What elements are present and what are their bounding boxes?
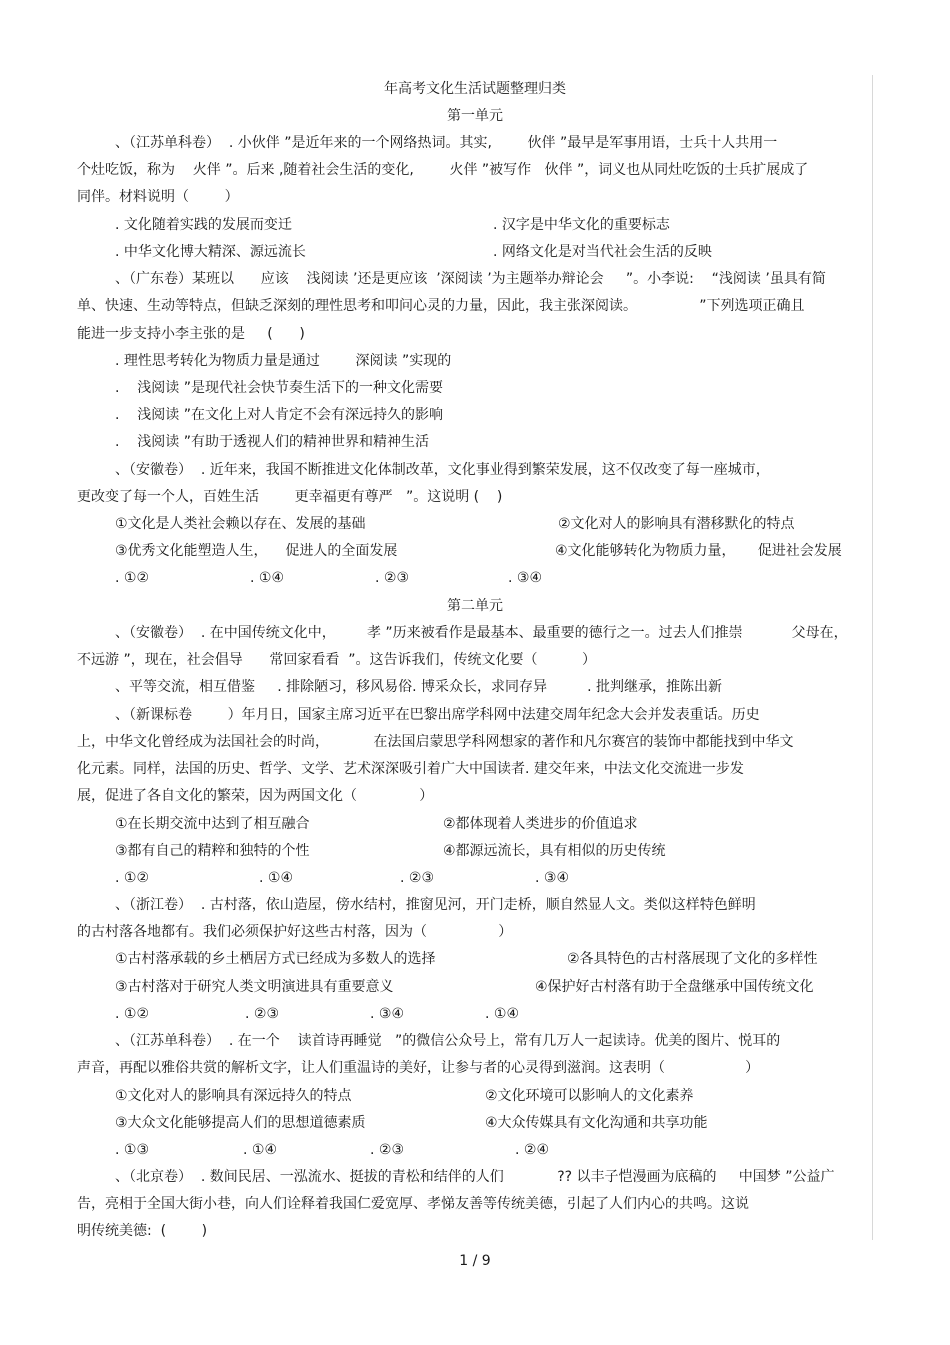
- choice-c: . ②③: [370, 1142, 405, 1158]
- question-text: 不远游 ”，现在，社会倡导 常回家看看 ”。这告诉我们，传统文化要（ ）: [77, 652, 597, 668]
- statement: ③都有自己的精粹和独特的个性: [115, 843, 310, 859]
- choice-d: . ③④: [508, 570, 543, 586]
- option-a: . 理性思考转化为物质力量是通过 深阅读 ”实现的: [115, 353, 452, 369]
- question-text: 、（北京卷） . 数间民居、一泓流水、挺拔的青松和结伴的人们 ?? 以丰子恺漫画为底稿的 中国梦 ”公益广: [115, 1169, 835, 1185]
- choice-d: . ①④: [485, 1006, 520, 1022]
- choice-a: . ①②: [115, 870, 150, 886]
- choice-b: . ①④: [250, 570, 285, 586]
- question-text: 、（安徽卷） . 近年来，我国不断推进文化体制改革，文化事业得到繁荣发展，这不仅改变了每一座城市，: [115, 462, 770, 478]
- statement: ④都源远流长，具有相似的历史传统: [443, 843, 666, 859]
- statement: ②都体现着人类进步的价值追求: [443, 816, 638, 832]
- statement: ②文化环境可以影响人的文化素养: [485, 1088, 694, 1104]
- statement: ②各具特色的古村落展现了文化的多样性: [567, 951, 818, 967]
- statement: ④文化能够转化为物质力量， 促进社会发展: [555, 543, 842, 559]
- question-text: 、（广东卷）某班以 应该 浅阅读 ’还是更应该 ’深阅读 ’为主题举办辩论会 ”。小李说: “浅阅读 ’虽具有简: [115, 271, 826, 287]
- unit-heading: 第一单元: [447, 108, 503, 124]
- question-text: 上，中华文化曾经成为法国社会的时尚， 在法国启蒙思学科网想家的著作和凡尔赛宫的装饰中都能找到中华文: [77, 734, 794, 750]
- question-text: 声音，再配以雅俗共赏的解析文字，让人们重温诗的美好，让参与者的心灵得到滋润。这表明（ ）: [77, 1060, 760, 1076]
- statement: ①在长期交流中达到了相互融合: [115, 816, 310, 832]
- question-text: 能进一步支持小李主张的是 ( ): [77, 326, 305, 342]
- question-text: 、（安徽卷） . 在中国传统文化中， 孝 ”历来被看作是最基本、最重要的德行之一。过去人们推崇 父母在，: [115, 625, 848, 641]
- option-b: . 汉字是中华文化的重要标志: [493, 217, 670, 233]
- question-text: 、（江苏单科卷） . 在一个 读首诗再睡觉 ”的微信公众号上，常有几万人一起读诗。优美的图片、悦耳的: [115, 1033, 781, 1049]
- statement: ③大众文化能够提高人们的思想道德素质: [115, 1115, 366, 1131]
- choice-c: . ②③: [400, 870, 435, 886]
- question-text: 个灶吃饭，称为 火伴 ”。后来 ,随着社会生活的变化, 火伴 ”被写作 伙伴 ”，词义也从同灶吃饭的士兵扩展成了: [77, 162, 809, 178]
- question-text: 化元素。同样，法国的历史、哲学、文学、艺术深深吸引着广大中国读者. 建交年来，中法文化交流进一步发: [77, 761, 744, 777]
- question-text: 展，促进了各自文化的繁荣，因为两国文化（ ）: [77, 788, 434, 804]
- options-line: 、平等交流，相互借鉴 . 排除陋习，移风易俗. 博采众长，求同存异 . 批判继承，推陈出新: [115, 679, 723, 695]
- statement: ③优秀文化能塑造人生， 促进人的全面发展: [115, 543, 398, 559]
- page-number: 1 / 9: [459, 1253, 491, 1269]
- question-text: 、（江苏单科卷） . 小伙伴 ”是近年来的一个网络热词。其实, 伙伴 ”最早是军事用语，士兵十人共用一: [115, 135, 778, 151]
- question-text: 告，亮相于全国大街小巷，向人们诠释着我国仁爱宽厚、孝悌友善等传统美德，引起了人们内心的共鸣。这说: [77, 1196, 749, 1212]
- option-b: . 浅阅读 ”是现代社会快节奏生活下的一种文化需要: [115, 380, 443, 396]
- choice-b: . ①④: [259, 870, 294, 886]
- margin-rule: [872, 75, 873, 1240]
- statement: ④大众传媒具有文化沟通和共享功能: [485, 1115, 708, 1131]
- question-text: 、（新课标卷 ）年月日，国家主席习近平在巴黎出席学科网中法建交周年纪念大会并发表重话。历史: [115, 707, 760, 723]
- option-c: . 浅阅读 ”在文化上对人肯定不会有深远持久的影响: [115, 407, 443, 423]
- option-d: . 浅阅读 ”有助于透视人们的精神世界和精神生活: [115, 434, 429, 450]
- choice-d: . ②④: [515, 1142, 550, 1158]
- choice-a: . ①②: [115, 570, 150, 586]
- question-text: 、（浙江卷） . 古村落，依山造屋，傍水结村，推窗见河，开门走桥，顺自然显人文。类似这样特色鲜明: [115, 897, 756, 913]
- choice-a: . ①③: [115, 1142, 150, 1158]
- statement: ①古村落承载的乡土栖居方式已经成为多数人的选择: [115, 951, 436, 967]
- choice-d: . ③④: [535, 870, 570, 886]
- question-text: 同伴。材料说明（ ）: [77, 189, 239, 205]
- option-c: . 中华文化博大精深、源远流长: [115, 244, 306, 260]
- unit-heading: 第二单元: [447, 598, 503, 614]
- statement: ①文化对人的影响具有深远持久的特点: [115, 1088, 352, 1104]
- choice-b: . ②③: [245, 1006, 280, 1022]
- choice-c: . ③④: [370, 1006, 405, 1022]
- statement: ②文化对人的影响具有潜移默化的特点: [558, 516, 795, 532]
- option-d: . 网络文化是对当代社会生活的反映: [493, 244, 712, 260]
- question-text: 的古村落各地都有。我们必须保护好这些古村落，因为（ ）: [77, 924, 513, 940]
- statement: ①文化是人类社会赖以存在、发展的基础: [115, 516, 366, 532]
- option-a: . 文化随着实践的发展而变迁: [115, 217, 292, 233]
- choice-c: . ②③: [375, 570, 410, 586]
- choice-b: . ①④: [243, 1142, 278, 1158]
- doc-title: 年高考文化生活试题整理归类: [384, 81, 566, 97]
- question-text: 更改变了每一个人，百姓生活 更幸福更有尊严 ”。这说明 ( ): [77, 489, 503, 505]
- statement: ③古村落对于研究人类文明演进具有重要意义: [115, 979, 394, 995]
- question-text: 明传统美德: ( ): [77, 1223, 208, 1239]
- statement: ④保护好古村落有助于全盘继承中国传统文化: [535, 979, 814, 995]
- question-text: 单、快速、生动等特点，但缺乏深刻的理性思考和叩问心灵的力量，因此，我主张深阅读。 ”下列选项正确且: [77, 298, 805, 314]
- choice-a: . ①②: [115, 1006, 150, 1022]
